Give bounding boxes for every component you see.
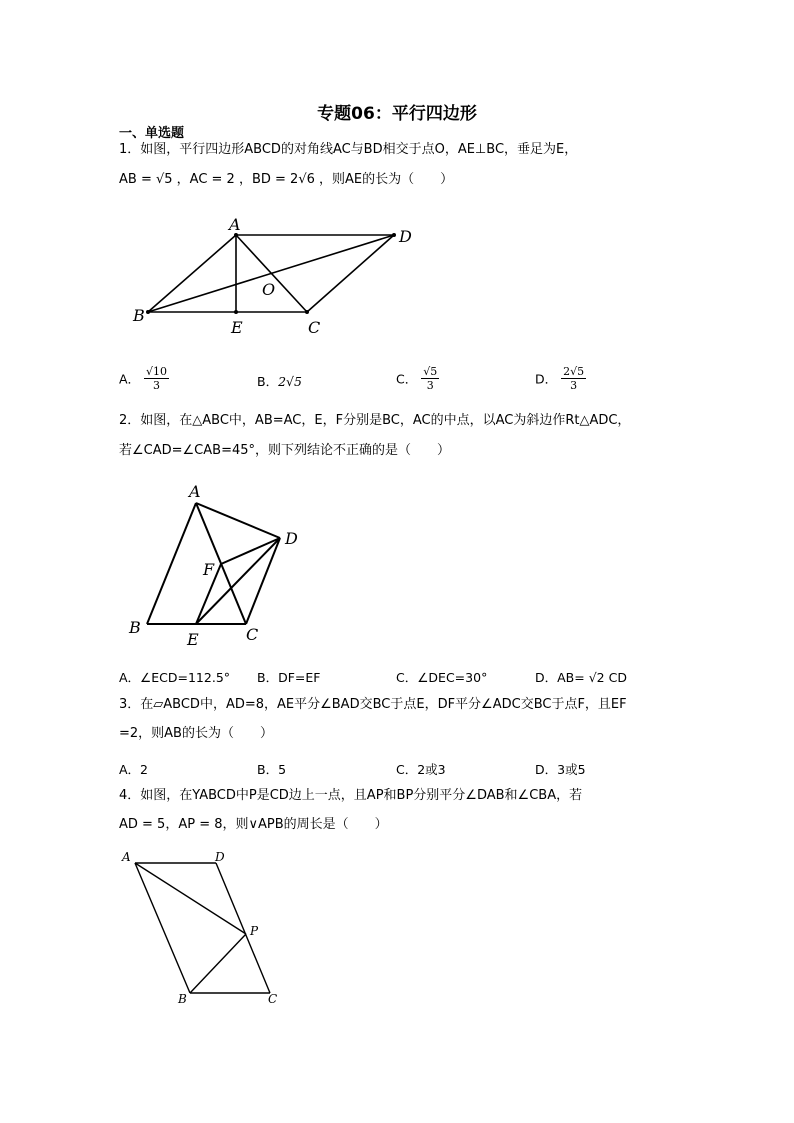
q1-label-o: O	[262, 280, 276, 299]
q3-option-c: C．2或3	[396, 762, 446, 777]
q2-label-f: F	[203, 560, 215, 579]
q1-line1: 1．如图，平行四边形ABCD的对角线AC与BD相交于点O，AE⊥BC，垂足为E，	[119, 142, 578, 157]
q1-label-a: A	[229, 215, 241, 234]
q4-side-dc	[216, 863, 270, 993]
q3-line1: 3．在▱ABCD中，AD=8，AE平分∠BAD交BC于点E，DF平分∠ADC交BC于点F，且EF	[119, 697, 627, 712]
q1-label-c: C	[308, 318, 321, 337]
q4-label-c: C	[268, 992, 278, 1006]
q2-option-d: D．AB= √2 CD	[535, 670, 627, 685]
q3-option-a: A．2	[119, 762, 149, 777]
q2-label-b: B	[129, 618, 141, 637]
q4-label-b: B	[178, 992, 187, 1006]
q4-line1: 4．如图，在YABCD中P是CD边上一点，且AP和BP分别平分∠DAB和∠CBA，若	[119, 788, 583, 803]
q3-option-b: B．5	[257, 762, 287, 777]
q1-option-c: C． $\frac{√5}{3}$	[396, 365, 438, 392]
q1-line2: AB = √5 ，AC = 2 ，BD = 2√6 ，则AE的长为（ ）	[119, 172, 454, 187]
q4-label-a: A	[122, 850, 131, 864]
q1-label-b: B	[133, 306, 145, 325]
q1-label-e: E	[231, 318, 243, 337]
q2-segment-ed	[196, 538, 280, 624]
q1-figure	[125, 210, 425, 340]
q2-label-e: E	[187, 630, 199, 649]
q3-line2: =2，则AB的长为（ ）	[119, 726, 273, 741]
q4-line2: AD = 5，AP = 8，则∨APB的周长是（ ）	[119, 817, 388, 832]
q1-option-b: B．2√5	[257, 374, 302, 389]
q1-side-cd	[307, 235, 394, 312]
q1-label-d: D	[399, 227, 412, 246]
q3-option-d: D．3或5	[535, 762, 586, 777]
q4-figure	[118, 846, 293, 1008]
q4-segment-bp	[190, 934, 246, 993]
page-title: 专题06：平行四边形	[317, 104, 477, 124]
q2-line1: 2．如图，在△ABC中，AB=AC，E，F分别是BC，AC的中点，以AC为斜边作Rt△ADC，	[119, 413, 631, 428]
q2-label-c: C	[246, 625, 259, 644]
q2-label-a: A	[189, 482, 201, 501]
section-heading: 一、单选题	[119, 126, 185, 141]
q4-label-p: P	[250, 924, 259, 938]
q4-segment-ap	[135, 863, 246, 934]
q2-option-a: A．∠ECD=112.5°	[119, 670, 231, 685]
q2-label-d: D	[285, 529, 298, 548]
q4-label-d: D	[215, 850, 225, 864]
q1-option-a: A． $\frac{√10}{3}$	[119, 365, 168, 392]
q1-option-d: D． $\frac{2√5}{3}$	[535, 365, 585, 392]
q2-side-ab	[147, 503, 196, 624]
q4-side-ab	[135, 863, 190, 993]
q2-figure	[125, 478, 315, 650]
q2-option-c: C．∠DEC=30°	[396, 670, 488, 685]
q1-diagonal-bd	[148, 235, 394, 312]
q2-option-b: B．DF=EF	[257, 670, 321, 685]
q1-side-ab	[148, 235, 236, 312]
q2-line2: 若∠CAD=∠CAB=45°，则下列结论不正确的是（ ）	[119, 443, 451, 458]
